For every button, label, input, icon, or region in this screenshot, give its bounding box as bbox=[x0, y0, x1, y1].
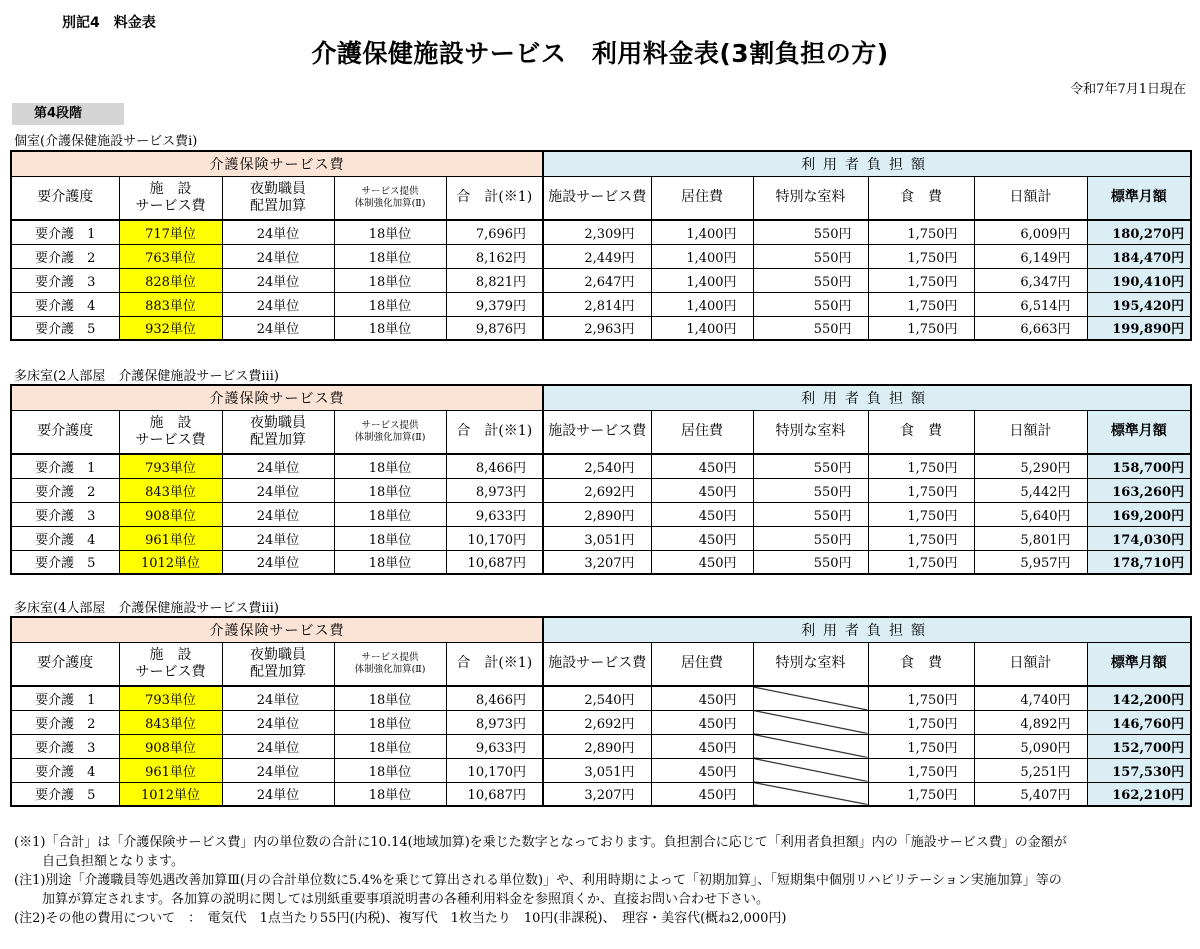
col-night-staff bbox=[222, 410, 334, 454]
monthly-amount: 184,470円 bbox=[1087, 244, 1191, 268]
col-service-system bbox=[334, 176, 446, 220]
night-staff-units: 24単位 bbox=[222, 478, 334, 502]
daily-total: 5,090円 bbox=[974, 734, 1087, 758]
daily-total: 6,347円 bbox=[974, 268, 1087, 292]
facility-units: 793単位 bbox=[119, 454, 222, 478]
facility-service-fee: 2,647円 bbox=[543, 268, 651, 292]
monthly-amount: 152,700円 bbox=[1087, 734, 1191, 758]
facility-service-fee: 2,309円 bbox=[543, 220, 651, 244]
service-system-units: 18単位 bbox=[334, 454, 446, 478]
page-title: 介護保健施設サービス 利用料金表(3割負担の方) bbox=[311, 39, 889, 68]
residence-fee: 450円 bbox=[651, 734, 753, 758]
table-row bbox=[11, 758, 1191, 782]
table-1-title: 個室(介護保健施設サービス費ⅰ) bbox=[14, 134, 198, 149]
facility-service-fee: 2,692円 bbox=[543, 478, 651, 502]
col-monthly: 標準月額 bbox=[1087, 176, 1191, 220]
residence-fee: 1,400円 bbox=[651, 316, 753, 340]
special-room-na bbox=[753, 758, 868, 782]
notes bbox=[14, 833, 1194, 928]
service-system-units: 18単位 bbox=[334, 268, 446, 292]
stage-badge: 第4段階 bbox=[12, 103, 124, 125]
group-header-insurance: 介護保険サービス費 bbox=[11, 617, 543, 642]
care-level: 要介護 1 bbox=[11, 686, 119, 710]
meal-fee: 1,750円 bbox=[868, 220, 974, 244]
col-daily-total: 日額計 bbox=[974, 642, 1087, 686]
monthly-amount: 178,710円 bbox=[1087, 550, 1191, 574]
residence-fee: 450円 bbox=[651, 782, 753, 806]
special-room-fee: 550円 bbox=[753, 478, 868, 502]
col-service-system bbox=[334, 410, 446, 454]
table-row bbox=[11, 502, 1191, 526]
daily-total: 5,957円 bbox=[974, 550, 1087, 574]
service-system-units: 18単位 bbox=[334, 526, 446, 550]
meal-fee: 1,750円 bbox=[868, 268, 974, 292]
meal-fee: 1,750円 bbox=[868, 502, 974, 526]
table-2-title: 多床室(2人部屋 介護保健施設サービス費ⅲ) bbox=[14, 369, 279, 384]
total-amount: 9,633円 bbox=[446, 734, 543, 758]
facility-service-fee: 3,207円 bbox=[543, 782, 651, 806]
col-total: 合 計(※1) bbox=[446, 642, 543, 686]
night-staff-units: 24単位 bbox=[222, 292, 334, 316]
header-line: 配置加算 bbox=[250, 663, 306, 680]
residence-fee: 450円 bbox=[651, 710, 753, 734]
meal-fee: 1,750円 bbox=[868, 758, 974, 782]
monthly-amount: 163,260円 bbox=[1087, 478, 1191, 502]
table-row bbox=[11, 710, 1191, 734]
col-monthly: 標準月額 bbox=[1087, 410, 1191, 454]
monthly-amount: 199,890円 bbox=[1087, 316, 1191, 340]
monthly-amount: 190,410円 bbox=[1087, 268, 1191, 292]
total-amount: 9,876円 bbox=[446, 316, 543, 340]
note-1-cont: 自己負担額となります。 bbox=[42, 854, 184, 869]
service-system-units: 18単位 bbox=[334, 550, 446, 574]
service-system-units: 18単位 bbox=[334, 220, 446, 244]
residence-fee: 450円 bbox=[651, 686, 753, 710]
col-facility-service: 施設サービス費 bbox=[543, 642, 651, 686]
special-room-na bbox=[753, 782, 868, 806]
monthly-amount: 142,200円 bbox=[1087, 686, 1191, 710]
daily-total: 5,251円 bbox=[974, 758, 1087, 782]
meal-fee: 1,750円 bbox=[868, 550, 974, 574]
facility-units: 843単位 bbox=[119, 478, 222, 502]
service-system-units: 18単位 bbox=[334, 478, 446, 502]
care-level: 要介護 3 bbox=[11, 734, 119, 758]
header-line: 夜勤職員 bbox=[250, 646, 306, 663]
total-amount: 9,379円 bbox=[446, 292, 543, 316]
table-row bbox=[11, 316, 1191, 340]
residence-fee: 450円 bbox=[651, 478, 753, 502]
col-daily-total: 日額計 bbox=[974, 410, 1087, 454]
table-row bbox=[11, 782, 1191, 806]
header-line: 配置加算 bbox=[250, 197, 306, 214]
meal-fee: 1,750円 bbox=[868, 710, 974, 734]
note-3: (注2)その他の費用について ： 電気代 1点当たり55円(内税)、複写代 1枚当たり 10円(非課税)、 理容・美容代(概ね2,000円) bbox=[14, 911, 787, 926]
facility-service-fee: 2,540円 bbox=[543, 686, 651, 710]
special-room-fee: 550円 bbox=[753, 268, 868, 292]
residence-fee: 450円 bbox=[651, 454, 753, 478]
special-room-fee: 550円 bbox=[753, 292, 868, 316]
table-3-title: 多床室(4人部屋 介護保健施設サービス費ⅲ) bbox=[14, 601, 279, 616]
special-room-na bbox=[753, 710, 868, 734]
header-line: サービス費 bbox=[135, 663, 206, 680]
night-staff-units: 24単位 bbox=[222, 220, 334, 244]
total-amount: 8,162円 bbox=[446, 244, 543, 268]
header-line: サービス費 bbox=[135, 431, 206, 448]
col-monthly: 標準月額 bbox=[1087, 642, 1191, 686]
service-system-units: 18単位 bbox=[334, 502, 446, 526]
col-care-level: 要介護度 bbox=[11, 410, 119, 454]
meal-fee: 1,750円 bbox=[868, 244, 974, 268]
header-line: 体制強化加算(Ⅱ) bbox=[354, 431, 426, 443]
fee-table-private-room bbox=[10, 150, 1192, 341]
care-level: 要介護 2 bbox=[11, 710, 119, 734]
meal-fee: 1,750円 bbox=[868, 292, 974, 316]
total-amount: 9,633円 bbox=[446, 502, 543, 526]
night-staff-units: 24単位 bbox=[222, 550, 334, 574]
night-staff-units: 24単位 bbox=[222, 244, 334, 268]
fee-table-2-person-room bbox=[10, 384, 1192, 575]
header-line: サービス提供 bbox=[361, 185, 419, 197]
note-2: (注1)別途「介護職員等処遇改善加算Ⅲ(月の合計単位数に5.4%を乗じて算出される単位数)」や、利用時期によって「初期加算」、「短期集中個別リハビリテーション実施加算」等の bbox=[14, 873, 1062, 888]
table-row bbox=[11, 686, 1191, 710]
facility-service-fee: 3,207円 bbox=[543, 550, 651, 574]
col-meal: 食 費 bbox=[868, 642, 974, 686]
group-header-user-burden: 利用者負担額 bbox=[543, 151, 1191, 176]
facility-service-fee: 2,890円 bbox=[543, 734, 651, 758]
monthly-amount: 195,420円 bbox=[1087, 292, 1191, 316]
night-staff-units: 24単位 bbox=[222, 316, 334, 340]
special-room-fee: 550円 bbox=[753, 502, 868, 526]
monthly-amount: 174,030円 bbox=[1087, 526, 1191, 550]
monthly-amount: 180,270円 bbox=[1087, 220, 1191, 244]
col-facility-units bbox=[119, 176, 222, 220]
residence-fee: 450円 bbox=[651, 758, 753, 782]
residence-fee: 450円 bbox=[651, 502, 753, 526]
meal-fee: 1,750円 bbox=[868, 734, 974, 758]
header-line: 体制強化加算(Ⅱ) bbox=[354, 197, 426, 209]
care-level: 要介護 1 bbox=[11, 220, 119, 244]
care-level: 要介護 5 bbox=[11, 782, 119, 806]
col-daily-total: 日額計 bbox=[974, 176, 1087, 220]
facility-service-fee: 2,963円 bbox=[543, 316, 651, 340]
col-meal: 食 費 bbox=[868, 410, 974, 454]
special-room-fee: 550円 bbox=[753, 244, 868, 268]
daily-total: 5,442円 bbox=[974, 478, 1087, 502]
service-system-units: 18単位 bbox=[334, 782, 446, 806]
col-facility-service: 施設サービス費 bbox=[543, 410, 651, 454]
care-level: 要介護 4 bbox=[11, 292, 119, 316]
daily-total: 5,290円 bbox=[974, 454, 1087, 478]
special-room-fee: 550円 bbox=[753, 220, 868, 244]
facility-service-fee: 3,051円 bbox=[543, 758, 651, 782]
residence-fee: 1,400円 bbox=[651, 292, 753, 316]
facility-units: 843単位 bbox=[119, 710, 222, 734]
col-care-level: 要介護度 bbox=[11, 642, 119, 686]
night-staff-units: 24単位 bbox=[222, 758, 334, 782]
col-facility-service: 施設サービス費 bbox=[543, 176, 651, 220]
facility-units: 961単位 bbox=[119, 758, 222, 782]
facility-service-fee: 2,814円 bbox=[543, 292, 651, 316]
daily-total: 4,740円 bbox=[974, 686, 1087, 710]
table-row bbox=[11, 550, 1191, 574]
header-line: 夜勤職員 bbox=[250, 414, 306, 431]
facility-service-fee: 2,692円 bbox=[543, 710, 651, 734]
total-amount: 10,687円 bbox=[446, 550, 543, 574]
header-line: 施 設 bbox=[149, 180, 192, 197]
col-residence: 居住費 bbox=[651, 642, 753, 686]
facility-units: 1012単位 bbox=[119, 782, 222, 806]
residence-fee: 450円 bbox=[651, 550, 753, 574]
col-facility-units bbox=[119, 410, 222, 454]
special-room-fee: 550円 bbox=[753, 316, 868, 340]
meal-fee: 1,750円 bbox=[868, 316, 974, 340]
facility-units: 793単位 bbox=[119, 686, 222, 710]
monthly-amount: 158,700円 bbox=[1087, 454, 1191, 478]
table-row bbox=[11, 454, 1191, 478]
group-header-insurance: 介護保険サービス費 bbox=[11, 385, 543, 410]
monthly-amount: 169,200円 bbox=[1087, 502, 1191, 526]
total-amount: 10,170円 bbox=[446, 526, 543, 550]
facility-service-fee: 2,890円 bbox=[543, 502, 651, 526]
facility-units: 828単位 bbox=[119, 268, 222, 292]
header-line: サービス提供 bbox=[361, 651, 419, 663]
daily-total: 4,892円 bbox=[974, 710, 1087, 734]
total-amount: 8,821円 bbox=[446, 268, 543, 292]
monthly-amount: 162,210円 bbox=[1087, 782, 1191, 806]
total-amount: 8,973円 bbox=[446, 478, 543, 502]
service-system-units: 18単位 bbox=[334, 758, 446, 782]
service-system-units: 18単位 bbox=[334, 244, 446, 268]
col-residence: 居住費 bbox=[651, 176, 753, 220]
meal-fee: 1,750円 bbox=[868, 454, 974, 478]
col-service-system bbox=[334, 642, 446, 686]
header-line: 夜勤職員 bbox=[250, 180, 306, 197]
table-row bbox=[11, 244, 1191, 268]
meal-fee: 1,750円 bbox=[868, 526, 974, 550]
special-room-na bbox=[753, 734, 868, 758]
facility-service-fee: 2,540円 bbox=[543, 454, 651, 478]
header-line: サービス費 bbox=[135, 197, 206, 214]
col-residence: 居住費 bbox=[651, 410, 753, 454]
fee-table-4-person-room bbox=[10, 616, 1192, 807]
service-system-units: 18単位 bbox=[334, 316, 446, 340]
meal-fee: 1,750円 bbox=[868, 782, 974, 806]
header-line: 体制強化加算(Ⅱ) bbox=[354, 663, 426, 675]
facility-units: 908単位 bbox=[119, 734, 222, 758]
monthly-amount: 146,760円 bbox=[1087, 710, 1191, 734]
service-system-units: 18単位 bbox=[334, 734, 446, 758]
special-room-na bbox=[753, 686, 868, 710]
total-amount: 10,687円 bbox=[446, 782, 543, 806]
care-level: 要介護 1 bbox=[11, 454, 119, 478]
night-staff-units: 24単位 bbox=[222, 734, 334, 758]
col-special-room: 特別な室料 bbox=[753, 176, 868, 220]
group-header-insurance: 介護保険サービス費 bbox=[11, 151, 543, 176]
col-night-staff bbox=[222, 176, 334, 220]
col-special-room: 特別な室料 bbox=[753, 642, 868, 686]
note-2-cont: 加算が算定されます。各加算の説明に関しては別紙重要事項説明書の各種利用料金を参照頂くか、直接お問い合わせ下さい。 bbox=[42, 892, 769, 907]
header-line: 配置加算 bbox=[250, 431, 306, 448]
col-facility-units bbox=[119, 642, 222, 686]
table-row bbox=[11, 268, 1191, 292]
facility-units: 763単位 bbox=[119, 244, 222, 268]
daily-total: 5,407円 bbox=[974, 782, 1087, 806]
table-row bbox=[11, 526, 1191, 550]
facility-units: 961単位 bbox=[119, 526, 222, 550]
care-level: 要介護 5 bbox=[11, 550, 119, 574]
total-amount: 7,696円 bbox=[446, 220, 543, 244]
col-special-room: 特別な室料 bbox=[753, 410, 868, 454]
night-staff-units: 24単位 bbox=[222, 502, 334, 526]
care-level: 要介護 4 bbox=[11, 526, 119, 550]
daily-total: 5,640円 bbox=[974, 502, 1087, 526]
special-room-fee: 550円 bbox=[753, 550, 868, 574]
night-staff-units: 24単位 bbox=[222, 710, 334, 734]
document-label: 別記4 料金表 bbox=[62, 15, 156, 31]
facility-units: 1012単位 bbox=[119, 550, 222, 574]
daily-total: 6,149円 bbox=[974, 244, 1087, 268]
night-staff-units: 24単位 bbox=[222, 454, 334, 478]
daily-total: 6,514円 bbox=[974, 292, 1087, 316]
care-level: 要介護 4 bbox=[11, 758, 119, 782]
service-system-units: 18単位 bbox=[334, 686, 446, 710]
service-system-units: 18単位 bbox=[334, 710, 446, 734]
col-total: 合 計(※1) bbox=[446, 176, 543, 220]
residence-fee: 1,400円 bbox=[651, 220, 753, 244]
residence-fee: 1,400円 bbox=[651, 268, 753, 292]
group-header-user-burden: 利用者負担額 bbox=[543, 617, 1191, 642]
facility-units: 932単位 bbox=[119, 316, 222, 340]
care-level: 要介護 3 bbox=[11, 268, 119, 292]
daily-total: 6,009円 bbox=[974, 220, 1087, 244]
meal-fee: 1,750円 bbox=[868, 478, 974, 502]
col-total: 合 計(※1) bbox=[446, 410, 543, 454]
monthly-amount: 157,530円 bbox=[1087, 758, 1191, 782]
table-row bbox=[11, 292, 1191, 316]
col-night-staff bbox=[222, 642, 334, 686]
note-1: (※1)「合計」は「介護保険サービス費」内の単位数の合計に10.14(地域加算)を乗じた数字となっております。負担割合に応じて「利用者負担額」内の「施設サービス費」の金額が bbox=[14, 835, 1067, 850]
facility-units: 883単位 bbox=[119, 292, 222, 316]
night-staff-units: 24単位 bbox=[222, 782, 334, 806]
night-staff-units: 24単位 bbox=[222, 686, 334, 710]
table-row bbox=[11, 220, 1191, 244]
care-level: 要介護 5 bbox=[11, 316, 119, 340]
header-line: 施 設 bbox=[149, 414, 192, 431]
facility-units: 717単位 bbox=[119, 220, 222, 244]
care-level: 要介護 3 bbox=[11, 502, 119, 526]
table-row bbox=[11, 734, 1191, 758]
care-level: 要介護 2 bbox=[11, 244, 119, 268]
total-amount: 8,466円 bbox=[446, 686, 543, 710]
night-staff-units: 24単位 bbox=[222, 268, 334, 292]
total-amount: 8,466円 bbox=[446, 454, 543, 478]
special-room-fee: 550円 bbox=[753, 526, 868, 550]
meal-fee: 1,750円 bbox=[868, 686, 974, 710]
daily-total: 5,801円 bbox=[974, 526, 1087, 550]
group-header-user-burden: 利用者負担額 bbox=[543, 385, 1191, 410]
service-system-units: 18単位 bbox=[334, 292, 446, 316]
daily-total: 6,663円 bbox=[974, 316, 1087, 340]
night-staff-units: 24単位 bbox=[222, 526, 334, 550]
facility-service-fee: 2,449円 bbox=[543, 244, 651, 268]
table-row bbox=[11, 478, 1191, 502]
total-amount: 8,973円 bbox=[446, 710, 543, 734]
residence-fee: 1,400円 bbox=[651, 244, 753, 268]
facility-service-fee: 3,051円 bbox=[543, 526, 651, 550]
care-level: 要介護 2 bbox=[11, 478, 119, 502]
header-line: サービス提供 bbox=[361, 419, 419, 431]
col-care-level: 要介護度 bbox=[11, 176, 119, 220]
header-line: 施 設 bbox=[149, 646, 192, 663]
residence-fee: 450円 bbox=[651, 526, 753, 550]
effective-date: 令和7年7月1日現在 bbox=[1070, 82, 1186, 97]
special-room-fee: 550円 bbox=[753, 454, 868, 478]
col-meal: 食 費 bbox=[868, 176, 974, 220]
facility-units: 908単位 bbox=[119, 502, 222, 526]
total-amount: 10,170円 bbox=[446, 758, 543, 782]
